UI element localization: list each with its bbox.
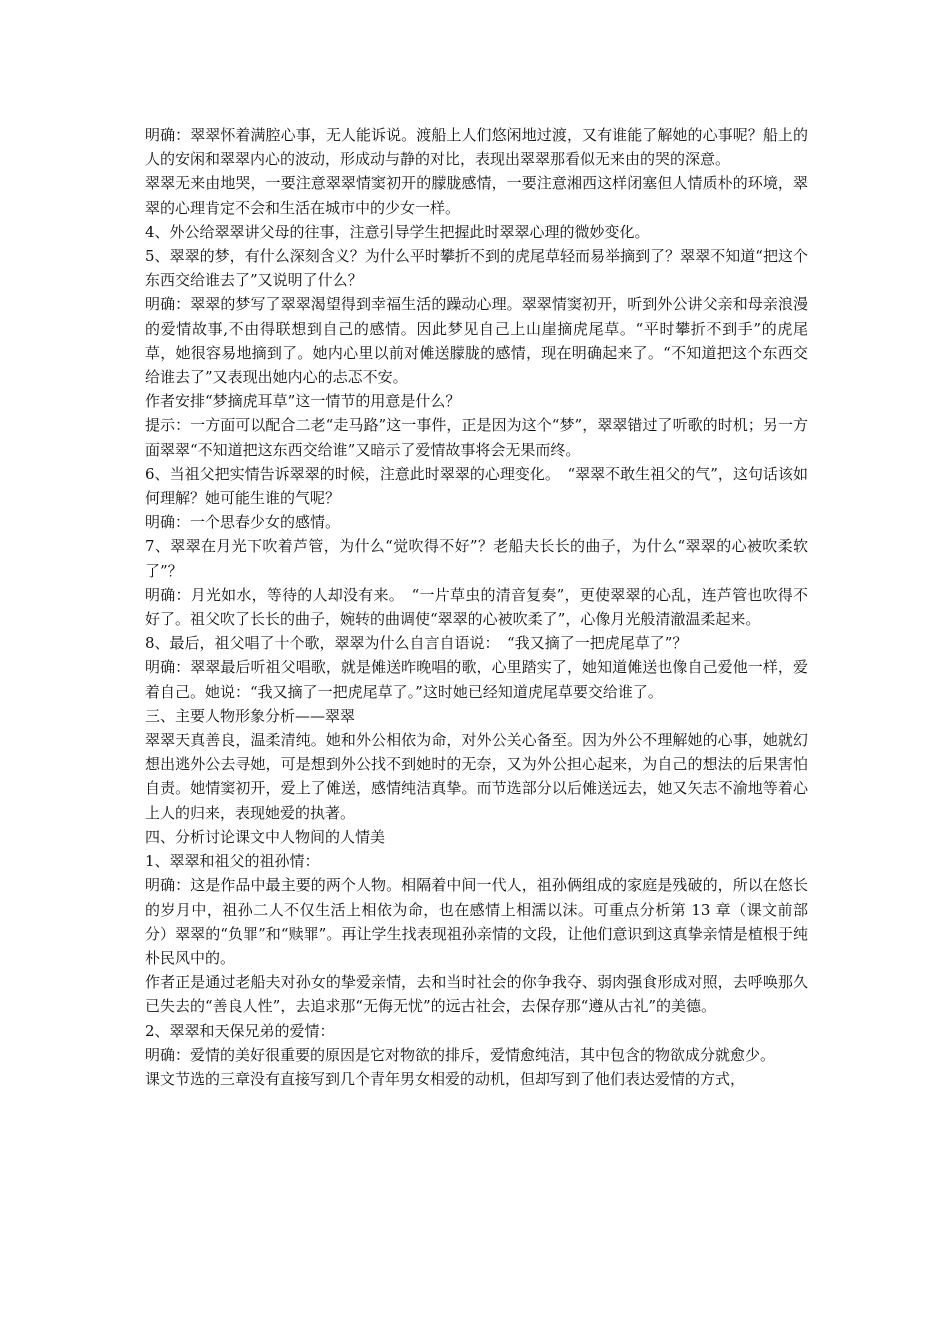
paragraph-7: 提示：一方面可以配合二老“走马路”这一事件，正是因为这个“梦”，翠翠错过了听歌的时机；另一方面翠翠“不知道把这东西交给谁”又暗示了爱情故事将会无果而终。 xyxy=(145,416,808,459)
paragraph-3: 4、外公给翠翠讲父母的往事，注意引导学生把握此时翠翠心理的微妙变化。 xyxy=(145,222,650,241)
section-heading-4: 四、分析讨论课文中人物间的人情美 xyxy=(145,827,386,846)
paragraph-11: 明确：月光如水，等待的人却没有来。 “一片草虫的清音复奏”，更使翠翠的心乱，连芦管也吹得不好了。祖父吹了长长的曲子，婉转的曲调使“翠翠的心被吹柔了”，心像月光般清澈温柔起来。 xyxy=(145,585,808,629)
paragraph-6: 作者安排“梦摘虎耳草”这一情节的用意是什么？ xyxy=(145,392,461,411)
paragraph-2: 翠翠无来由地哭，一要注意翠翠情窦初开的朦胧感情，一要注意湘西这样闭塞但人情质朴的环境，翠翠的心理肯定不会和生活在城市中的少女一样。 xyxy=(145,174,808,217)
paragraph-13: 明确：翠翠最后听祖父唱歌，就是傩送昨晚唱的歌，心里踏实了，她知道傩送也像自己爱他一样，爱着自己。她说：“我又摘了一把虎尾草了。”这时她已经知道虎尾草要交给谁了。 xyxy=(145,658,808,701)
section-heading-3: 三、主要人物形象分析——翠翠 xyxy=(145,706,356,725)
paragraph-12: 8、最后，祖父唱了十个歌，翠翠为什么自言自语说： “我又摘了一把虎尾草了”？ xyxy=(145,634,688,653)
paragraph-19: 作者正是通过老船夫对孙女的挚爱亲情，去和当时社会的你争我夺、弱肉强食形成对照，去呼唤那久已失去的“善良人性”，去追求那“无侮无忧”的远古社会，去保存那“遵从古礼”的美德。 xyxy=(145,973,808,1016)
paragraph-5: 明确：翠翠的梦写了翠翠渴望得到幸福生活的躁动心理。翠翠情窦初开，听到外公讲父亲和母亲浪漫的爱情故事,不由得联想到自己的感情。因此梦见自己上山崖摘虎尾草。“平时攀折不到手”的虎尾草，她很容易地摘到了。她内心里以前对傩送朦胧的感情，现在明确起来了。“不知道把这个东西交给谁去了”又表现出她内心的忐忑不安。 xyxy=(145,295,808,387)
paragraph-21: 明确：爱情的美好很重要的原因是它对物欲的排斥，爱情愈纯洁，其中包含的物欲成分就愈少。 xyxy=(145,1045,776,1064)
paragraph-8: 6、当祖父把实情告诉翠翠的时候，注意此时翠翠的心理变化。 “翠翠不敢生祖父的气”，这句话该如何理解？她可能生谁的气呢？ xyxy=(145,464,808,508)
subheading-2: 2、翠翠和天保兄弟的爱情： xyxy=(145,1021,335,1040)
paragraph-4: 5、翠翠的梦，有什么深刻含义？为什么平时攀折不到的虎尾草轻而易举摘到了？翠翠不知道“把这个东西交给谁去了”又说明了什么？ xyxy=(145,247,808,290)
document-page xyxy=(145,123,808,1091)
paragraph-10: 7、翠翠在月光下吹着芦管，为什么“觉吹得不好”？老船夫长长的曲子，为什么“翠翠的心被吹柔软了”？ xyxy=(145,537,808,580)
paragraph-1: 明确：翠翠怀着满腔心事，无人能诉说。渡船上人们悠闲地过渡，又有谁能了解她的心事呢？船上的人的安闲和翠翠内心的波动，形成动与静的对比，表现出翠翠那看似无来由的哭的深意。 xyxy=(145,126,808,169)
paragraph-15: 翠翠天真善良，温柔清纯。她和外公相依为命，对外公关心备至。因为外公不理解她的心事，她就幻想出逃外公去寻她，可是想到外公找不到她时的无奈，又为外公担心起来，为自己的想法的后果害怕自责。她情窦初开，爱上了傩送，感情纯洁真挚。而节选部分以后傩送远去，她又矢志不渝地等着心上人的归来，表现她爱的执著。 xyxy=(145,731,808,822)
paragraph-18: 明确：这是作品中最主要的两个人物。相隔着中间一代人，祖孙俩组成的家庭是残破的，所以在悠长的岁月中，祖孙二人不仅生活上相依为命，也在感情上相濡以沫。可重点分析第 13 章（课文前部分）翠翠的“负罪”和“赎罪”。再让学生找表现祖孙亲情的文段，让他们意识到这真挚亲情是植根于纯朴民风中的。 xyxy=(145,876,808,967)
subheading-1: 1、翠翠和祖父的祖孙情： xyxy=(145,852,320,871)
paragraph-22: 课文节选的三章没有直接写到几个青年男女相爱的动机，但却写到了他们表达爱情的方式， xyxy=(145,1069,746,1088)
paragraph-9: 明确：一个思春少女的感情。 xyxy=(145,513,341,532)
